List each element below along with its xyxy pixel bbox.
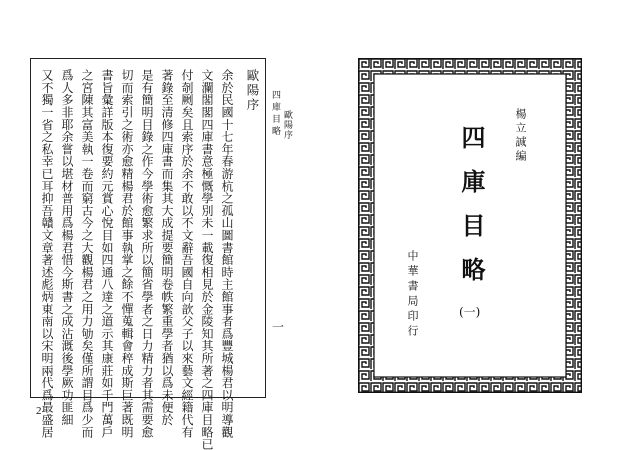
book-title: 四庫目略 — [457, 125, 486, 301]
text-column: 著錄至清修四庫書而集其大成提要簡明卷帙繁重學者猶以爲未便於 — [160, 69, 174, 426]
section-title: 歐陽序 — [245, 69, 260, 113]
text-column: 又不獨一省之私幸已耳抑吾贛文章著述彪炳東南以宋明兩代爲最盛居 — [40, 69, 54, 438]
text-column: 是有簡明目錄之作今學術愈繁求所以簡省學者之日力精力者其需要愈 — [140, 69, 154, 438]
margin-book-title: 四庫目略 — [270, 90, 280, 138]
text-column: 書旨彙詳版本復要約元賞心悅目如四通八達之道示其康莊如千門萬戶 — [100, 69, 114, 438]
text-column: 余於民國十七年春游杭之孤山圖書館時主館事者爲豐城楊君以明導觀 — [220, 69, 234, 438]
text-frame — [30, 58, 266, 450]
text-column: 爲人多非耶余嘗以堪材普用爲楊君惜今斯書之成沾溉後學厥功匪細 — [60, 69, 74, 426]
margin-folio-mark: 一 — [272, 320, 285, 334]
text-column: 切而索引之術亦愈精楊君於館事執掌之餘不憚蒐輯會稡成斯巨著既明 — [120, 69, 134, 438]
page-number: 2 — [36, 405, 42, 417]
volume-number: (一) — [459, 305, 481, 319]
text-column: 文瀾閣閣四庫書意極慨學別未一載復相見於金陵知其所著之四庫目略已 — [200, 69, 214, 450]
right-page — [315, 0, 630, 447]
author-credit: 楊立誠編 — [514, 108, 527, 164]
preface-text-block — [31, 59, 267, 450]
margin-section-label: 歐陽序 — [282, 110, 292, 140]
text-column: 之宮陳其富美執一卷而窮古今之大觀楊君之用力劬矣僅所謂目爲少而 — [80, 69, 94, 438]
publisher-imprint: 中華書局印行 — [406, 250, 419, 340]
text-column: 付剞劂矣且索序於余不敢以不文辭吾國自向歆父子以來藝文經籍代有 — [180, 69, 194, 438]
